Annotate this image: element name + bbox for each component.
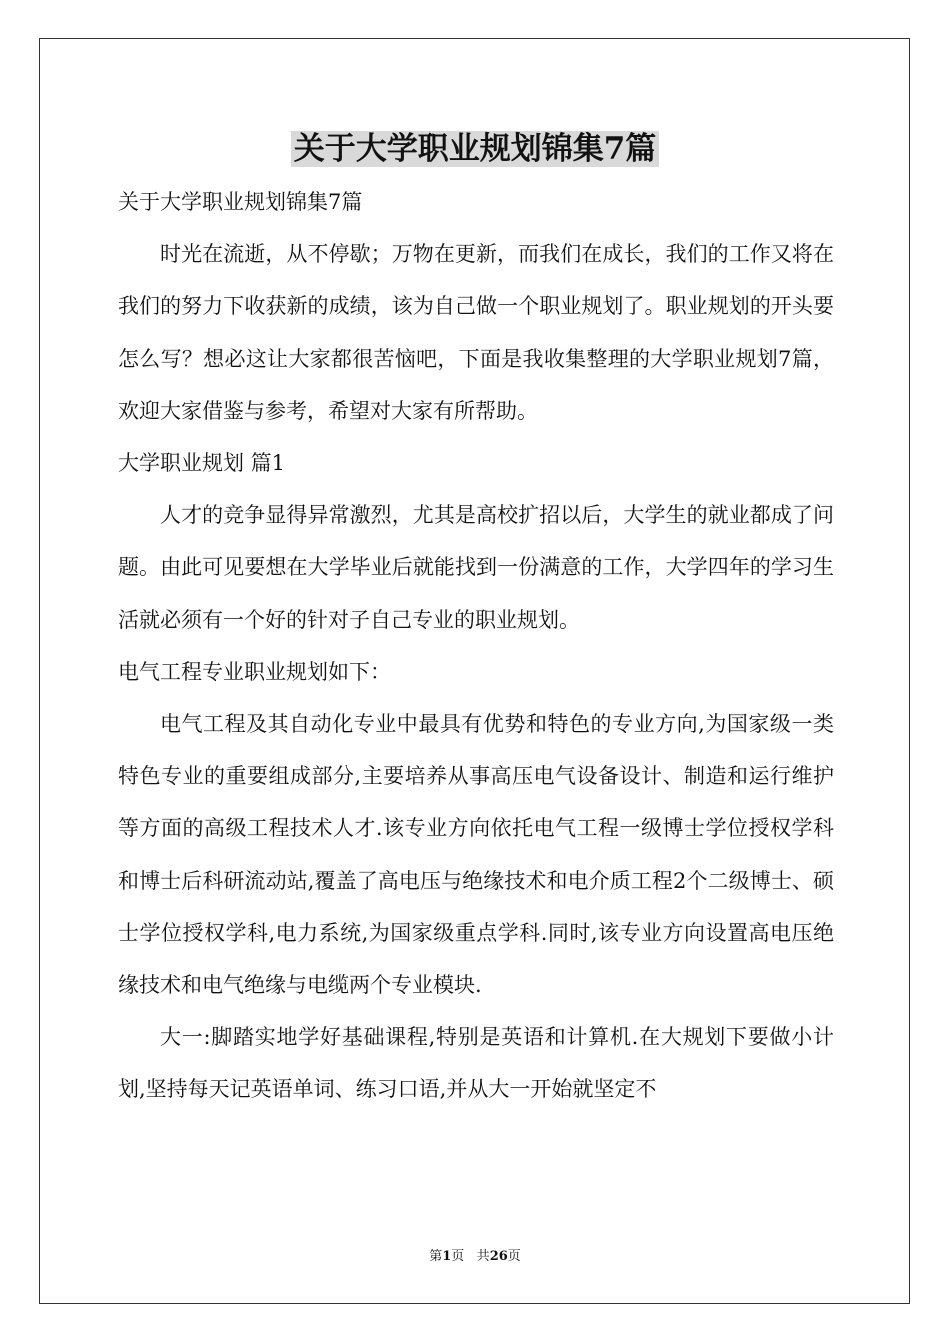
document-title-text: 关于大学职业规划锦集7篇 — [291, 131, 660, 167]
footer-page-number: 1 — [442, 1249, 452, 1264]
body-paragraph: 大一:脚踏实地学好基础课程,特别是英语和计算机.在大规划下要做小计划,坚持每天记英语单词、练习口语,并从大一开始就坚定不 — [118, 1025, 834, 1102]
page-footer — [0, 1247, 950, 1267]
document-title — [0, 126, 950, 172]
section-heading: 大学职业规划 篇1 — [118, 451, 286, 476]
intro-paragraph: 时光在流逝，从不停歇；万物在更新，而我们在成长，我们的工作又将在我们的努力下收获新的成绩，该为自己做一个职业规划了。职业规划的开头要怎么写？想必这让大家都很苦恼吧，下面是我收集整理的大学职业规划7篇，欢迎大家借鉴与参考，希望对大家有所帮助。 — [118, 242, 834, 423]
footer-page-suffix: 页 — [451, 1249, 465, 1264]
footer-total-prefix: 共 — [476, 1249, 490, 1264]
footer-total-pages: 26 — [489, 1249, 508, 1264]
footer-total-suffix: 页 — [507, 1249, 521, 1264]
subtitle-paragraph: 关于大学职业规划锦集7篇 — [118, 190, 363, 214]
footer-page-prefix: 第 — [429, 1249, 443, 1264]
body-paragraph: 人才的竞争显得异常激烈，尤其是高校扩招以后，大学生的就业都成了问题。由此可见要想在大学毕业后就能找到一份满意的工作，大学四年的学习生活就必须有一个好的针对子自己专业的职业规划。 — [118, 503, 834, 632]
body-paragraph: 电气工程专业职业规划如下： — [118, 659, 391, 684]
document-body — [118, 176, 834, 1116]
body-paragraph: 电气工程及其自动化专业中最具有优势和特色的专业方向,为国家级一类特色专业的重要组成部分,主要培养从事高压电气设备设计、制造和运行维护等方面的高级工程技术人才.该专业方向依托电气工程一级博士学位授权学科和博士后科研流动站,覆盖了高电压与绝缘技术和电介质工程2个二级博士、硕士学位授权学科,电力系统,为国家级重点学科.同时,该专业方向设置高电压绝缘技术和电气绝缘与电缆两个专业模块. — [118, 712, 834, 998]
